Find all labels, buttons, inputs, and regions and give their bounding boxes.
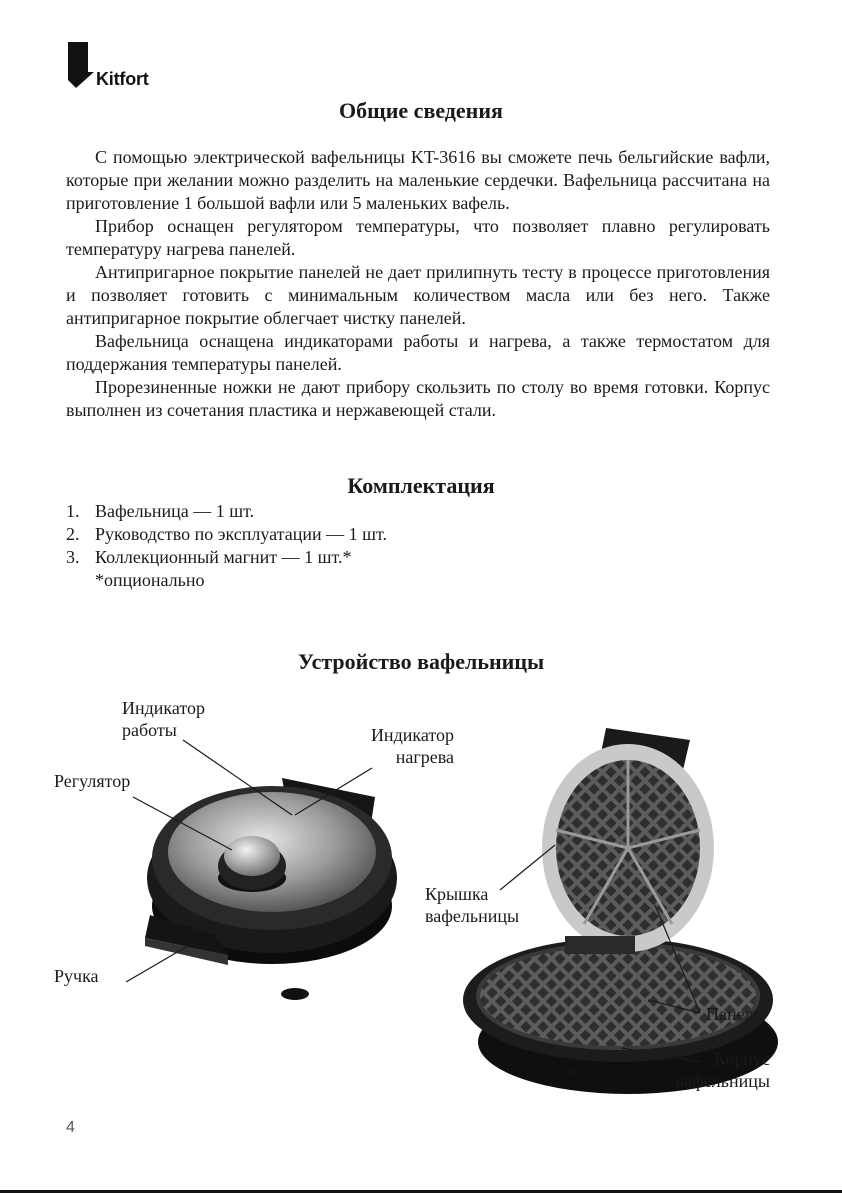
label-line: Корпус — [714, 1049, 770, 1069]
paragraph: Вафельница оснащена индикаторами работы и нагрева, а также термостатом для поддержания температуры панелей. — [66, 331, 770, 374]
label-lid — [425, 883, 519, 927]
paragraph: Антипригарное покрытие панелей не дает прилипнуть тесту в процессе приготовления и позволяет готовить с минимальным количеством масла или без него. Также антипригарное покрытие облегчает чистку панелей. — [66, 262, 770, 328]
label-line: вафельницы — [425, 906, 520, 926]
page-number: 4 — [66, 1119, 75, 1136]
list-item-number: 3. — [66, 547, 80, 567]
label-handle: Ручка — [54, 966, 99, 986]
paragraph: Прорезиненные ножки не дают прибору скользить по столу во время готовки. Корпус выполнен из сочетания пластика и нержавеющей стали. — [66, 377, 770, 420]
paragraph: С помощью электрической вафельницы KT-3616 вы сможете печь бельгийские вафли, которые при желании можно разделить на маленькие сердечки. Вафельница рассчитана на приготовление 1 большой вафли или 5 маленьких вафель. — [66, 147, 770, 213]
brand-name: Kitfort — [96, 69, 149, 89]
list-item-text: Руководство по эксплуатации — 1 шт. — [95, 524, 387, 544]
list-note: *опционально — [95, 570, 205, 590]
section-title-device: Устройство вафельницы — [297, 649, 545, 674]
section-title-general: Общие сведения — [339, 98, 503, 123]
label-panels: Панели — [706, 1004, 764, 1024]
label-line: вафельницы — [675, 1071, 770, 1091]
list-item-text: Коллекционный магнит — 1 шт.* — [95, 547, 352, 567]
label-body — [650, 1048, 770, 1092]
label-line: работы — [122, 720, 177, 740]
label-line: Индикатор — [122, 698, 206, 718]
list-item-number: 1. — [66, 501, 80, 521]
label-regulator: Регулятор — [54, 771, 131, 791]
label-line: нагрева — [395, 747, 454, 767]
label-line: Крышка — [425, 884, 489, 904]
closed-waffle-maker-image — [145, 778, 397, 1000]
label-line: Индикатор — [370, 725, 454, 745]
list-item-number: 2. — [66, 524, 80, 544]
list-item-text: Вафельница — 1 шт. — [95, 501, 255, 521]
paragraph: Прибор оснащен регулятором температуры, что позволяет плавно регулировать температуру нагрева панелей. — [66, 216, 770, 259]
section-title-package: Комплектация — [347, 473, 495, 498]
label-heat-indicator — [354, 724, 454, 768]
label-work-indicator — [122, 697, 205, 741]
